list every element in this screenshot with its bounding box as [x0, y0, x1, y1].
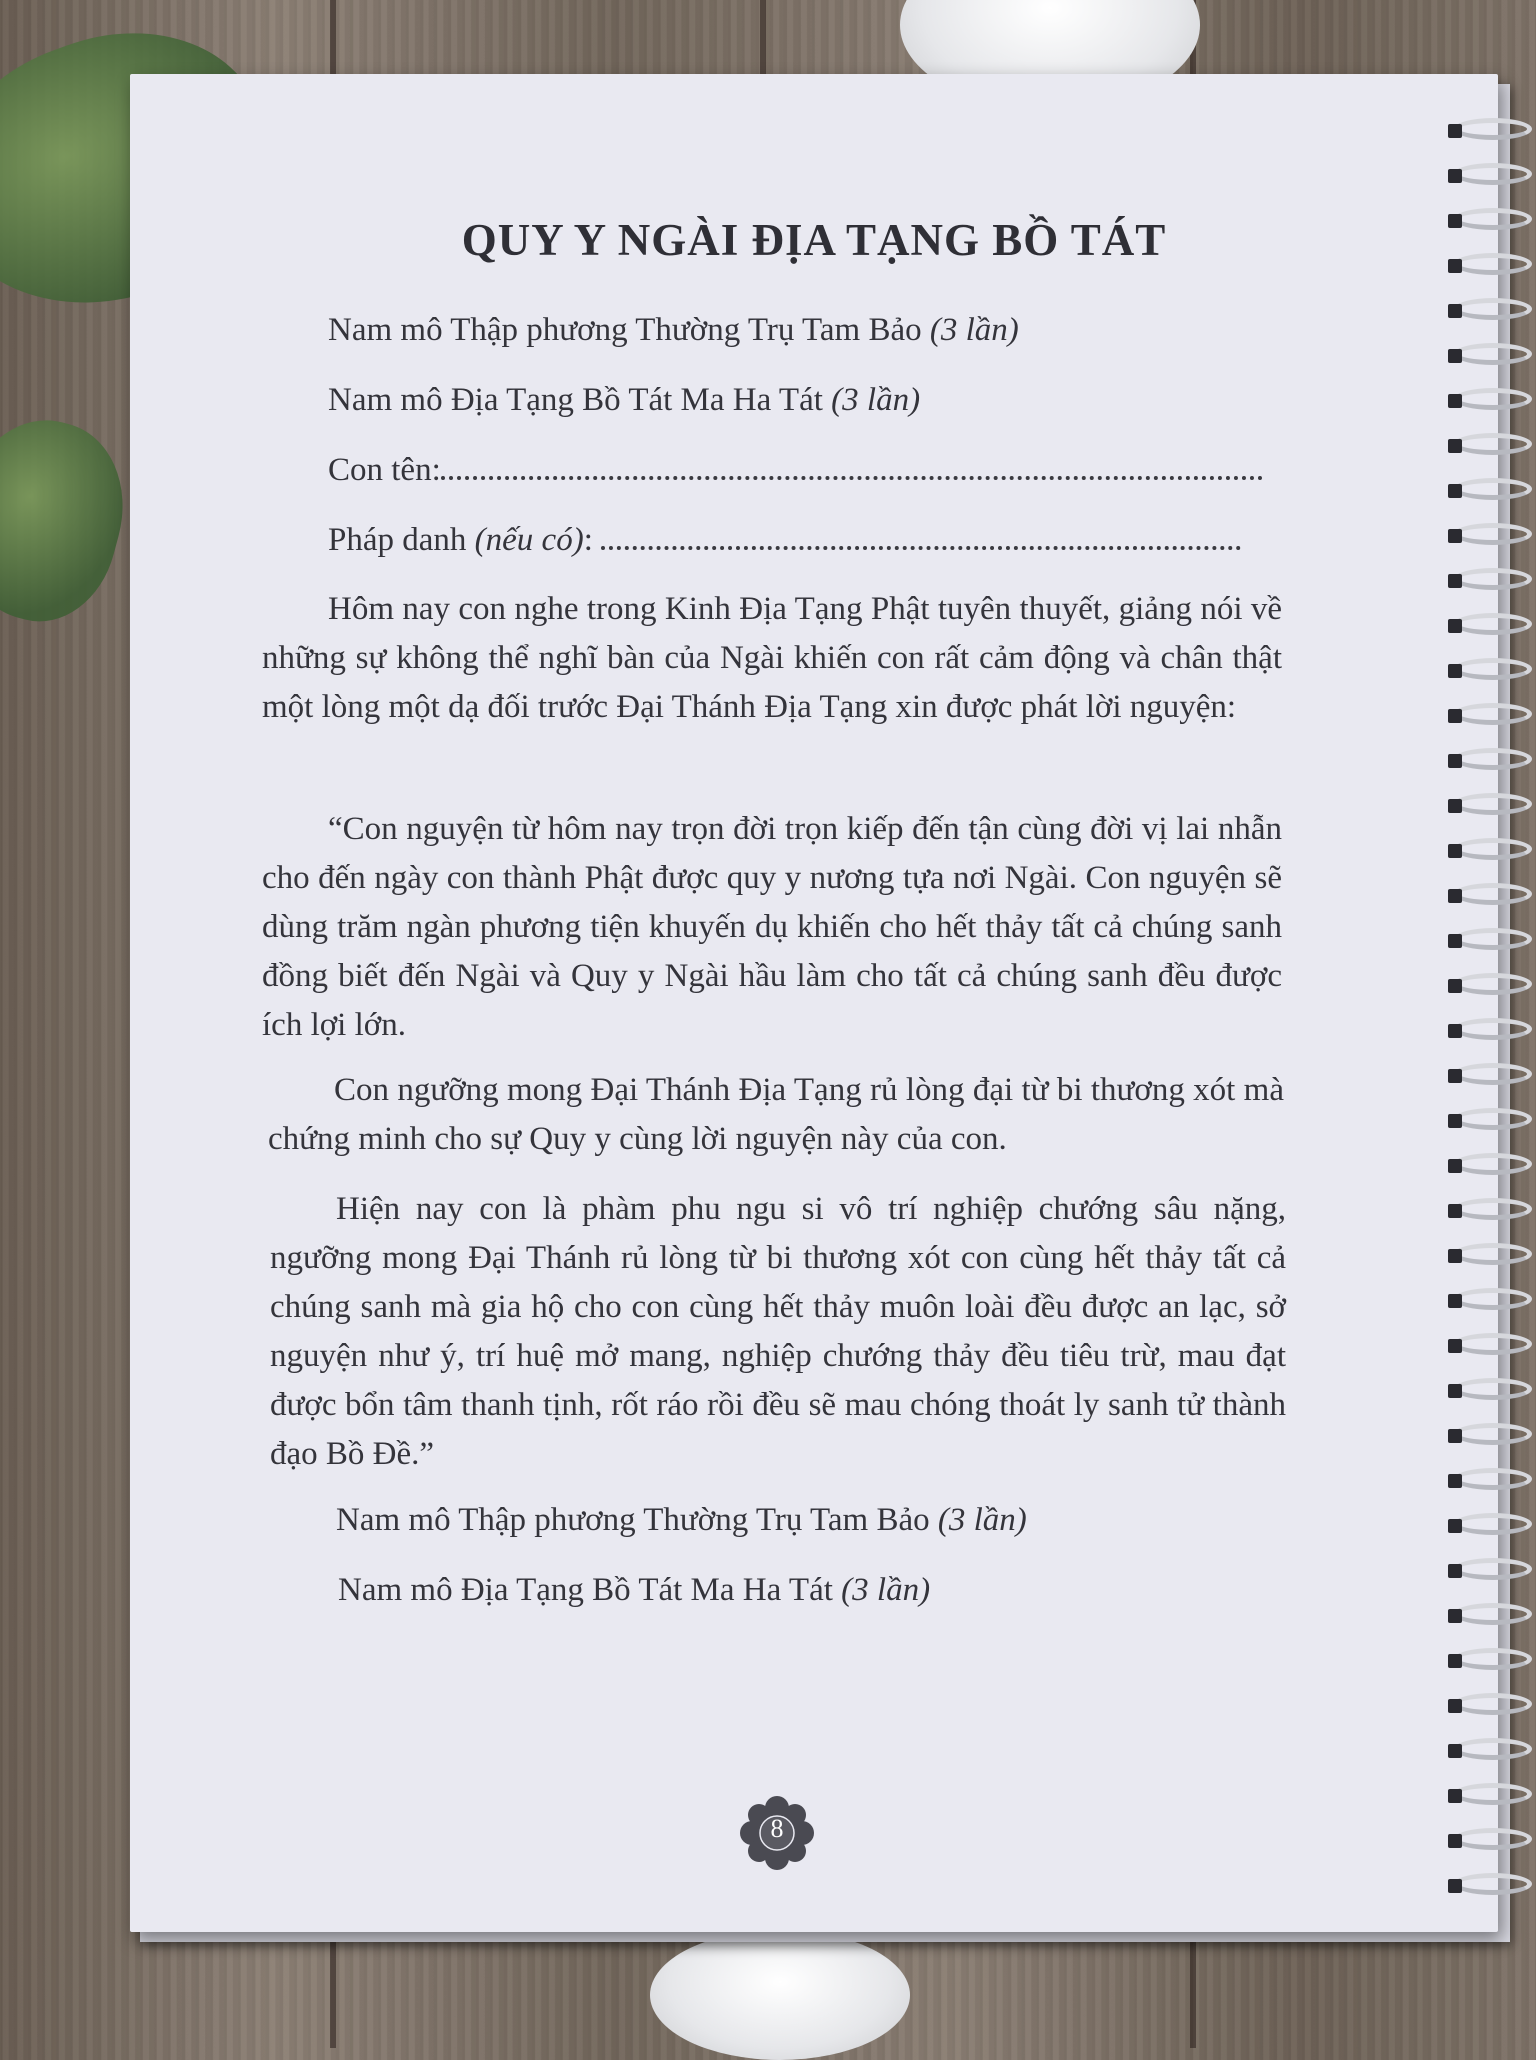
binding-hole: [1448, 1744, 1462, 1758]
binding-hole: [1448, 1564, 1462, 1578]
flower-decoration: [650, 1930, 910, 2060]
spiral-coil: [1440, 1108, 1536, 1134]
spiral-coil: [1440, 838, 1536, 864]
spiral-coil: [1440, 1783, 1536, 1809]
page-number: 8: [770, 1814, 784, 1843]
binding-hole: [1448, 349, 1462, 363]
binding-ring: [1454, 1333, 1532, 1355]
binding-ring: [1454, 928, 1532, 950]
binding-hole: [1448, 979, 1462, 993]
invocation-note: (3 lần): [929, 312, 1019, 348]
paragraph-1-text: Hôm nay con nghe trong Kinh Địa Tạng Phật tuyên thuyết, giảng nói về những sự không thể nghĩ bàn của Ngài khiến con rất cảm động và chân thật một lòng một dạ đối trước Đại Thánh Địa Tạng xin được phát lời nguyện:: [262, 591, 1282, 725]
spiral-coil: [1440, 343, 1536, 369]
spiral-coil: [1440, 1153, 1536, 1179]
binding-hole: [1448, 1339, 1462, 1353]
binding-ring: [1454, 1378, 1532, 1400]
spiral-binding: [1440, 118, 1536, 1938]
binding-ring: [1454, 1513, 1532, 1535]
binding-ring: [1454, 1108, 1532, 1130]
binding-hole: [1448, 1069, 1462, 1083]
binding-hole: [1448, 1879, 1462, 1893]
spiral-coil: [1440, 793, 1536, 819]
paragraph-3: [268, 1066, 1284, 1164]
binding-hole: [1448, 304, 1462, 318]
binding-hole: [1448, 1474, 1462, 1488]
binding-ring: [1454, 793, 1532, 815]
name-field: [328, 452, 1263, 489]
binding-ring: [1454, 748, 1532, 770]
binding-ring: [1454, 478, 1532, 500]
invocation-line: [338, 1572, 930, 1609]
paragraph-1: [262, 585, 1282, 732]
binding-ring: [1454, 883, 1532, 905]
binding-hole: [1448, 934, 1462, 948]
binding-hole: [1448, 439, 1462, 453]
name-field-label: Con tên:: [328, 452, 441, 488]
binding-ring: [1454, 1468, 1532, 1490]
binding-hole: [1448, 1609, 1462, 1623]
binding-hole: [1448, 1519, 1462, 1533]
name-blank: [441, 470, 1263, 480]
spiral-coil: [1440, 568, 1536, 594]
binding-hole: [1448, 1159, 1462, 1173]
spiral-coil: [1440, 883, 1536, 909]
paragraph-2-text: “Con nguyện từ hôm nay trọn đời trọn kiếp đến tận cùng đời vị lai nhẫn cho đến ngày con thành Phật được quy y nương tựa nơi Ngài. Con nguyện sẽ dùng trăm ngàn phương tiện khuyến dụ khiến cho hết thảy tất cả chúng sanh đồng biết đến Ngài và Quy y Ngài hầu làm cho tất cả chúng sanh đều được ích lợi lớn.: [262, 811, 1282, 1043]
invocation-text: Nam mô Thập phương Thường Trụ Tam Bảo: [328, 312, 930, 348]
spiral-coil: [1440, 523, 1536, 549]
spiral-coil: [1440, 1828, 1536, 1854]
spiral-coil: [1440, 1288, 1536, 1314]
binding-hole: [1448, 529, 1462, 543]
binding-hole: [1448, 754, 1462, 768]
spiral-coil: [1440, 478, 1536, 504]
spiral-coil: [1440, 1558, 1536, 1584]
binding-ring: [1454, 1243, 1532, 1265]
binding-ring: [1454, 1288, 1532, 1310]
binding-hole: [1448, 169, 1462, 183]
spiral-coil: [1440, 1243, 1536, 1269]
invocation-text: Nam mô Thập phương Thường Trụ Tam Bảo: [336, 1502, 938, 1538]
binding-hole: [1448, 124, 1462, 138]
dharma-name-note: (nếu có): [474, 522, 584, 558]
binding-hole: [1448, 1654, 1462, 1668]
binding-hole: [1448, 1834, 1462, 1848]
binding-ring: [1454, 973, 1532, 995]
binding-ring: [1454, 1018, 1532, 1040]
binding-ring: [1454, 163, 1532, 185]
binding-hole: [1448, 889, 1462, 903]
binding-hole: [1448, 1789, 1462, 1803]
binding-hole: [1448, 619, 1462, 633]
binding-hole: [1448, 484, 1462, 498]
invocation-note: (3 lần): [937, 1502, 1027, 1538]
paragraph-3-text: Con ngưỡng mong Đại Thánh Địa Tạng rủ lòng đại từ bi thương xót mà chứng minh cho sự Quy y cùng lời nguyện này của con.: [268, 1072, 1284, 1157]
binding-ring: [1454, 568, 1532, 590]
binding-ring: [1454, 1153, 1532, 1175]
spiral-coil: [1440, 658, 1536, 684]
binding-ring: [1454, 1693, 1532, 1715]
binding-hole: [1448, 1294, 1462, 1308]
spiral-coil: [1440, 1378, 1536, 1404]
binding-hole: [1448, 1024, 1462, 1038]
spiral-coil: [1440, 163, 1536, 189]
paragraph-2: [262, 805, 1282, 1050]
binding-hole: [1448, 1429, 1462, 1443]
dharma-name-label: Pháp danh: [328, 522, 475, 558]
binding-hole: [1448, 1249, 1462, 1263]
binding-ring: [1454, 1873, 1532, 1895]
binding-ring: [1454, 433, 1532, 455]
binding-ring: [1454, 1738, 1532, 1760]
spiral-coil: [1440, 1873, 1536, 1899]
binding-ring: [1454, 388, 1532, 410]
binding-hole: [1448, 574, 1462, 588]
spiral-coil: [1440, 1468, 1536, 1494]
spiral-coil: [1440, 1423, 1536, 1449]
dharma-name-blank: [601, 540, 1241, 550]
paragraph-4: [270, 1185, 1286, 1479]
spiral-coil: [1440, 1333, 1536, 1359]
page-title: QUY Y NGÀI ĐỊA TẠNG BỒ TÁT: [461, 215, 1167, 265]
spiral-coil: [1440, 973, 1536, 999]
spiral-coil: [1440, 703, 1536, 729]
spiral-coil: [1440, 118, 1536, 144]
binding-hole: [1448, 709, 1462, 723]
binding-hole: [1448, 1699, 1462, 1713]
binding-hole: [1448, 1114, 1462, 1128]
binding-ring: [1454, 1648, 1532, 1670]
binding-hole: [1448, 394, 1462, 408]
spiral-coil: [1440, 388, 1536, 414]
invocation-note: (3 lần): [831, 382, 921, 418]
spiral-coil: [1440, 748, 1536, 774]
leaf-decoration: [0, 403, 143, 638]
dharma-name-field: [328, 522, 1241, 559]
spiral-coil: [1440, 1648, 1536, 1674]
dharma-name-colon: :: [583, 522, 602, 558]
binding-ring: [1454, 1783, 1532, 1805]
binding-ring: [1454, 1603, 1532, 1625]
binding-hole: [1448, 664, 1462, 678]
spiral-coil: [1440, 298, 1536, 324]
binding-ring: [1454, 1558, 1532, 1580]
spiral-coil: [1440, 1198, 1536, 1224]
binding-ring: [1454, 1828, 1532, 1850]
spiral-coil: [1440, 433, 1536, 459]
invocation-note: (3 lần): [841, 1572, 931, 1608]
binding-ring: [1454, 118, 1532, 140]
spiral-coil: [1440, 1063, 1536, 1089]
invocation-text: Nam mô Địa Tạng Bồ Tát Ma Ha Tát: [328, 382, 832, 418]
spiral-coil: [1440, 613, 1536, 639]
binding-ring: [1454, 838, 1532, 860]
binding-hole: [1448, 844, 1462, 858]
spiral-coil: [1440, 1018, 1536, 1044]
binding-ring: [1454, 703, 1532, 725]
spiral-coil: [1440, 1513, 1536, 1539]
spiral-coil: [1440, 1603, 1536, 1629]
invocation-text: Nam mô Địa Tạng Bồ Tát Ma Ha Tát: [338, 1572, 842, 1608]
binding-ring: [1454, 1198, 1532, 1220]
binding-ring: [1454, 613, 1532, 635]
binding-hole: [1448, 1204, 1462, 1218]
invocation-line: [336, 1502, 1027, 1539]
binding-ring: [1454, 658, 1532, 680]
binding-ring: [1454, 343, 1532, 365]
invocation-line: [328, 312, 1019, 349]
binding-ring: [1454, 1063, 1532, 1085]
invocation-line: [328, 382, 920, 419]
spiral-coil: [1440, 928, 1536, 954]
spiral-coil: [1440, 1738, 1536, 1764]
binding-hole: [1448, 799, 1462, 813]
binding-ring: [1454, 298, 1532, 320]
spiral-coil: [1440, 1693, 1536, 1719]
binding-hole: [1448, 1384, 1462, 1398]
paragraph-4-text: Hiện nay con là phàm phu ngu si vô trí nghiệp chướng sâu nặng, ngưỡng mong Đại Thánh rủ lòng từ bi thương xót con cùng hết thảy tất cả chúng sanh mà gia hộ cho con cùng hết thảy muôn loài đều được an lạc, sở nguyện như ý, trí huệ mở mang, nghiệp chướng thảy đều tiêu trừ, mau đạt được bổn tâm thanh tịnh, rốt ráo rồi đều sẽ mau chóng thoát ly sanh tử thành đạo Bồ Đề.”: [270, 1191, 1286, 1472]
binding-ring: [1454, 1423, 1532, 1445]
binding-ring: [1454, 523, 1532, 545]
